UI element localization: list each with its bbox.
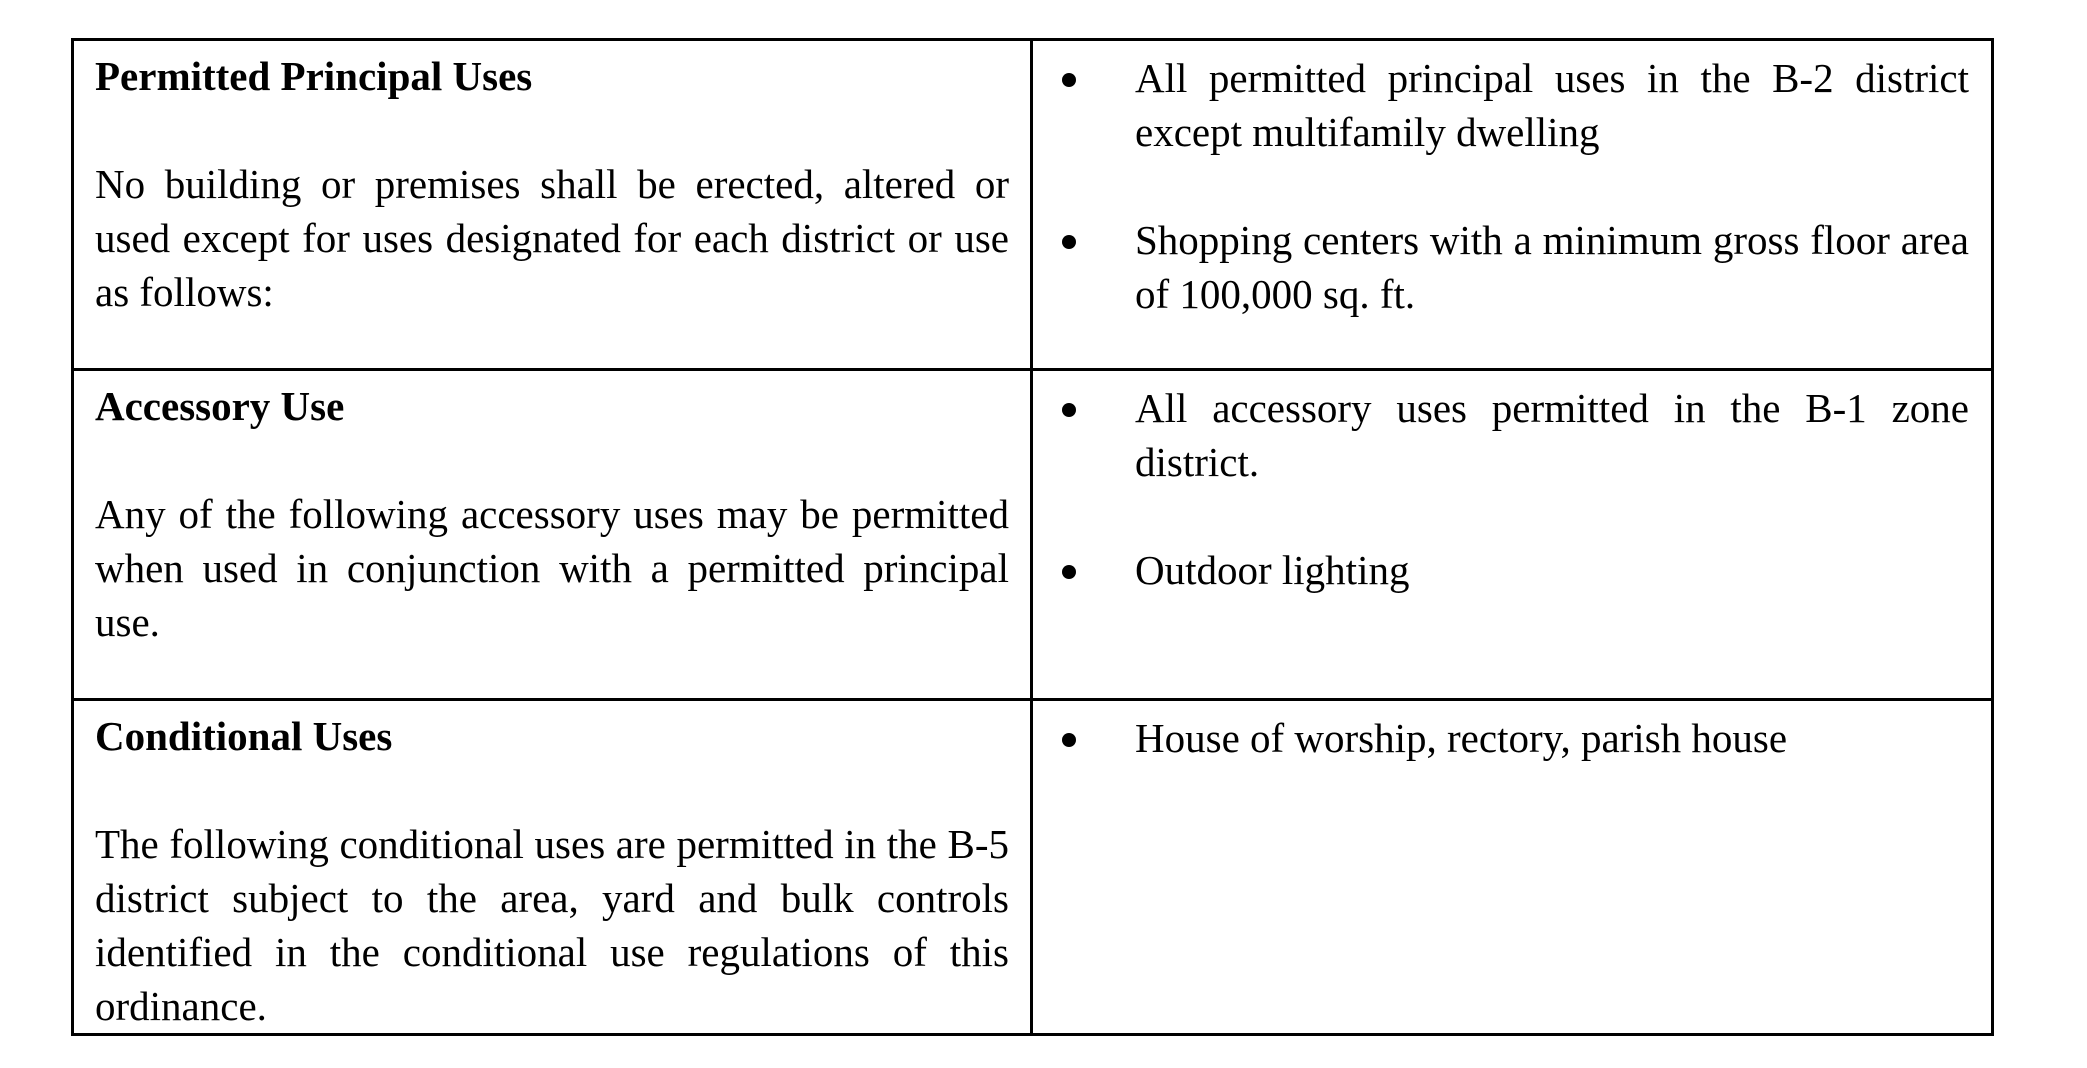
use-list-cell xyxy=(1032,40,1993,370)
list-item-text: All accessory uses permitted in the B-1 zone district. xyxy=(1135,385,1969,485)
use-list-cell xyxy=(1032,700,1993,1035)
category-description: The following conditional uses are permitted in the B-5 district subject to the area, yard and bulk controls identified in the conditional use regulations of this ordinance. xyxy=(95,821,1009,1029)
list-item-text: Shopping centers with a minimum gross floor area of 100,000 sq. ft. xyxy=(1135,217,1969,317)
list-item xyxy=(1057,711,1969,765)
use-category-cell xyxy=(73,700,1032,1035)
bullet-icon xyxy=(1062,73,1076,87)
use-category-cell xyxy=(73,40,1032,370)
list-item-text: All permitted principal uses in the B-2 district except multifamily dwelling xyxy=(1135,55,1969,155)
bullet-list xyxy=(1057,51,1969,321)
list-item-text: House of worship, rectory, parish house xyxy=(1135,715,1788,761)
category-heading: Conditional Uses xyxy=(95,713,393,759)
table-row-permitted-principal-uses xyxy=(73,40,1993,370)
list-item-text: Outdoor lighting xyxy=(1135,547,1410,593)
table-row-conditional-uses xyxy=(73,700,1993,1035)
use-category-cell xyxy=(73,370,1032,700)
bullet-icon xyxy=(1062,565,1076,579)
category-heading: Permitted Principal Uses xyxy=(95,53,533,99)
bullet-list xyxy=(1057,381,1969,597)
list-item xyxy=(1057,543,1969,597)
table-row-accessory-use xyxy=(73,370,1993,700)
bullet-icon xyxy=(1062,403,1076,417)
category-description: Any of the following accessory uses may be permitted when used in conjunction with a permitted principal use. xyxy=(95,491,1009,645)
bullet-list xyxy=(1057,711,1969,765)
category-description: No building or premises shall be erected, altered or used except for uses designated for each district or use as follows: xyxy=(95,161,1009,315)
use-list-cell xyxy=(1032,370,1993,700)
zoning-uses-table xyxy=(71,38,1994,1036)
list-item xyxy=(1057,381,1969,489)
category-heading: Accessory Use xyxy=(95,383,345,429)
list-item xyxy=(1057,51,1969,159)
bullet-icon xyxy=(1062,733,1076,747)
bullet-icon xyxy=(1062,235,1076,249)
list-item xyxy=(1057,213,1969,321)
